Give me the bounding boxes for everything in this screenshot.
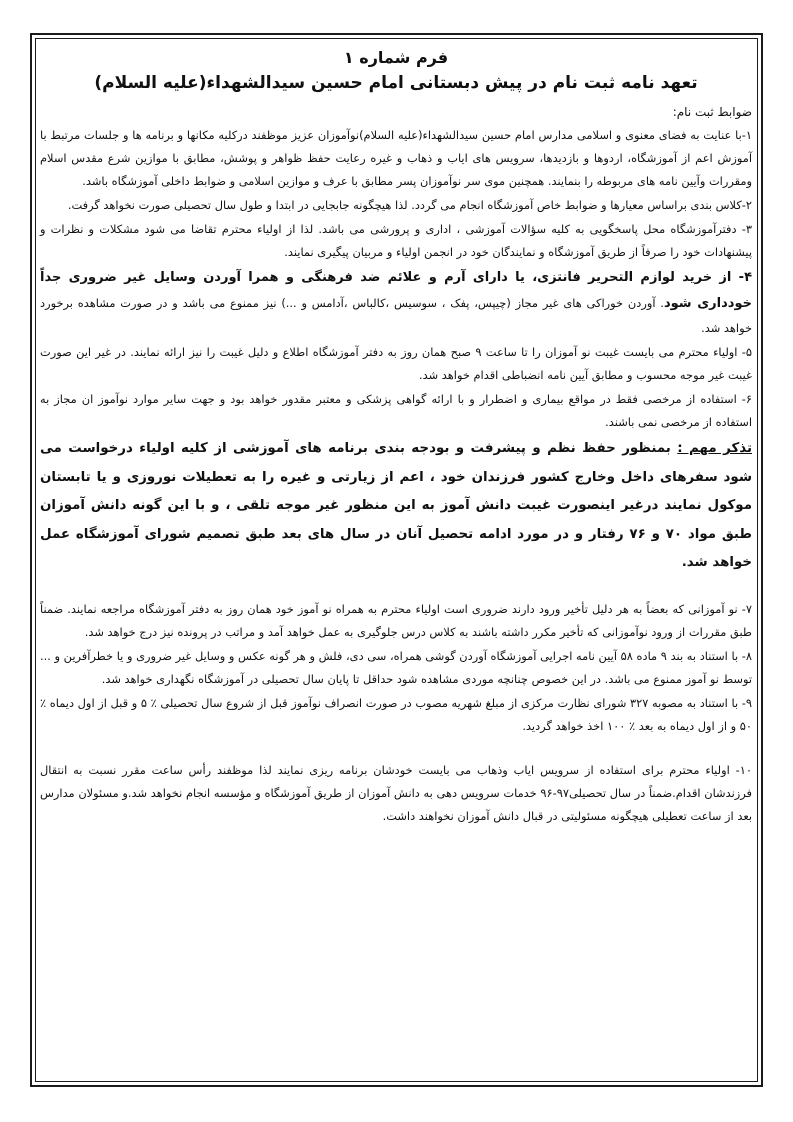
spacer [40, 739, 752, 759]
rule-4-number: ۴- [738, 270, 752, 285]
rule-10: ۱۰- اولیاء محترم برای استفاده از سرویس ایاب وذهاب می بایست خودشان برنامه ریزی نمایند لذا موظفند رأس ساعت مقرر نسبت به انتقال فرزندشان اقدام.ضمناً در سال تحصیلی۹۷-۹۶ خدمات سرویس دهی به دانش آموزان از طریق آموزشگاه و مؤسسه انجام نخواهد شد.و مسئولان مدارس بعد از ساعت تعطیلی هیچگونه مسئولیتی در قبال دانش آموزان نخواهند داشت. [40, 762, 752, 823]
rule-5: ۵- اولیاء محترم می بایست غیبت نو آموزان را تا ساعت ۹ صبح همان روز به دفتر آموزشگاه اطلاع و دلیل غیبت را نیز ارائه نمایند. در غیر این صورت غیبت غیر موجه محسوب و مطابق آیین نامه انضباطی اقدام خواهد شد. [40, 345, 753, 382]
rules-heading: ضوابط ثبت نام: [672, 105, 752, 119]
rule-7: ۷- نو آموزانی که بعضاً به هر دلیل تأخیر ورود دارند ضروری است اولیاء محترم به همراه نو آموز خود همان روز به دفتر آموزشگاه مراجعه نمایند. ضمناً طبق مقررات از ورود نوآموزانی که تأخیر مکرر داشته باشند به کلاس درس جلوگیری به عمل خواهد آمد و مراتب در پرونده نیز درج خواهد شد. [40, 601, 752, 639]
rule-3: ۳- دفترآموزشگاه محل پاسخگویی به کلیه سؤالات آموزشی ، اداری و پرورشی می باشد. لذا از اولیاء محترم تقاضا می شود مشکلات و نظرات و پیشنهادات خود را صرفاً از طریق آموزشگاه و نمایندگان خود در انجمن اولیاء و مربیان پیگیری نمایند. [40, 222, 752, 259]
rule-1: ۱-با عنایت به فضای معنوی و اسلامی مدارس امام حسین سیدالشهداء(علیه السلام)نوآموزان عزیز موظفند درکلیه مکانها و برنامه ها و جلسات مرتبط با آموزش اعم از آموزشگاه، اردوها و بازدیدها، سرویس های ایاب و ذهاب و غیره رعایت حفظ ظواهر و پوشش، مطابق با موازین شرع مقدس اسلام ومقررات وآیین نامه های مربوطه را بنمایند. همچنین موی سر نوآموزان پسر مطابق با عرف و موازین اسلامی و ضوابط داخلی آموزشگاه باشد. [40, 128, 752, 188]
rule-6: ۶- استفاده از مرخصی فقط در مواقع بیماری و اضطرار و با ارائه گواهی پزشکی و معتبر مقدور خواهد بود و جهت سایر موارد نوآموز ان مجاز به استفاده از مرخصی نمی باشند. [40, 392, 752, 429]
form-content [40, 46, 752, 829]
rule-4-text: . آوردن خوراکی های غیر مجاز (چیپس، پفک ، سوسیس ،کالباس ،آدامس و ...) نیز ممنوع می باشد و در صورت مشاهده برخورد خواهد شد. [40, 296, 752, 335]
form-subtitle: تعهد نامه ثبت نام در پیش دبستانی امام حسین سیدالشهداء(علیه السلام) [94, 73, 698, 93]
rule-2: ۲-کلاس بندی براساس معیارها و ضوابط خاص آموزشگاه انجام می گردد. لذا هیچگونه جابجایی در ابتدا و طول سال تحصیلی صورت نخواهد گرفت. [67, 198, 752, 212]
form-title: فرم شماره ۱ [343, 48, 449, 67]
important-note-label: تذکر مهم : [677, 441, 752, 456]
rule-8: ۸- با استناد به بند ۹ ماده ۵۸ آیین نامه اجرایی آموزشگاه آوردن گوشی همراه، سی دی، فلش و هر گونه عکس و وسایل غیر ضروری و یا خطرآفرین و ... توسط نو آموز ممنوع می باشد. در این خصوص چنانچه موردی مشاهده شود حداقل تا پایان سال تحصیلی در آموزشگاه نگهداری خواهد شد. [40, 648, 752, 686]
important-note [40, 435, 752, 578]
rule-4 [40, 265, 752, 340]
rule-4-emphasis: از خرید لوازم التحریر فانتزی، یا دارای آرم و علائم ضد فرهنگی و همرا آوردن وسایل غیر ضروری جداً خودداری شود [40, 270, 752, 311]
important-note-text: بمنظور حفظ نظم و پیشرفت و بودجه بندی برنامه های آموزشی از کلیه اولیاء درخواست می شود سفرهای داخل وخارج کشور فرزندان خود ، اعم از زیارتی و غیره را به تعطیلات نوروزی و یا تابستان موکول نمایند درغیر اینصورت غیبت دانش آموز به این منظور غیر موجه تلقی ، و با این گونه دانش آموزان طبق مواد ۷۰ و ۷۶ رفتار و در مورد ادامه تحصیل آنان در سال های بعد طبق تصمیم شورای آموزشگاه عمل خواهد شد. [40, 441, 752, 570]
rule-9: ۹- با استناد به مصوبه ۳۲۷ شورای نظارت مرکزی از مبلغ شهریه مصوب در صورت انصراف نوآموز قبل از شروع سال تحصیلی ٪ ۵ و قبل از اول دیماه ٪ ۵۰ و از اول دیماه به بعد ٪ ۱۰۰ اخذ خواهد گردید. [40, 695, 752, 733]
